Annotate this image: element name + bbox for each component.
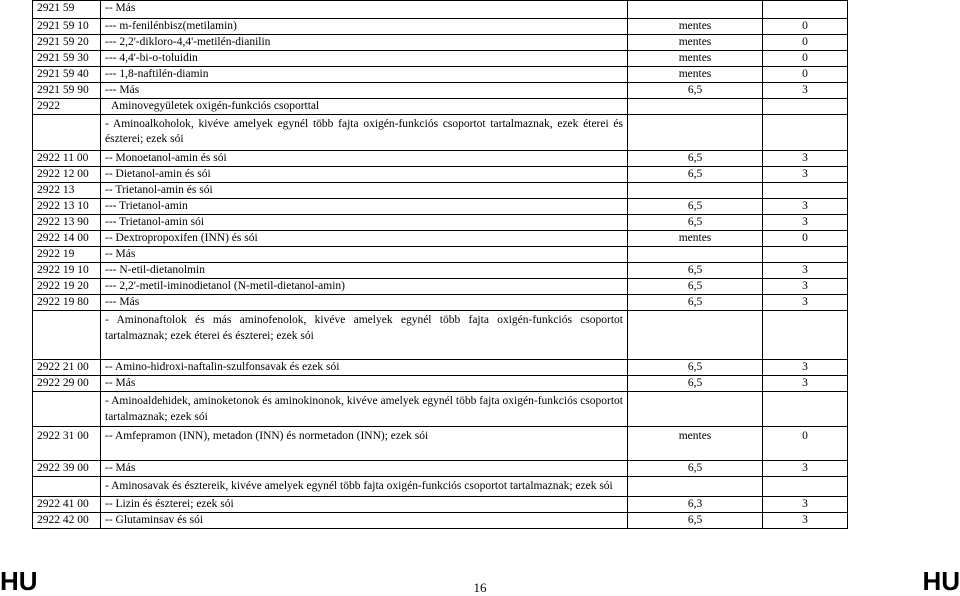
category-cell: 0 [763,19,848,35]
duty-rate-cell: 6,5 [628,279,763,295]
category-cell [763,247,848,263]
code-cell: 2922 19 80 [33,295,101,311]
duty-rate-cell: 6,5 [628,215,763,231]
duty-rate-cell: mentes [628,51,763,67]
duty-rate-cell [628,392,763,427]
page-number: 16 [473,580,487,595]
category-cell: 3 [763,360,848,376]
category-cell: 0 [763,51,848,67]
description-cell: -- Amfepramon (INN), metadon (INN) és normetadon (INN); ezek sói [101,427,628,461]
category-cell [763,477,848,497]
description-cell: -- Más [101,376,628,392]
code-cell [33,311,101,360]
description-cell: --- Más [101,295,628,311]
description-cell: -- Dietanol-amin és sói [101,167,628,183]
description-cell: --- 2,2'-dikloro-4,4'-metilén-dianilin [101,35,628,51]
table-row [33,167,848,183]
description-cell: --- 4,4'-bi-o-toluidin [101,51,628,67]
duty-rate-cell: 6,3 [628,497,763,513]
code-cell: 2922 13 90 [33,215,101,231]
code-cell: 2921 59 30 [33,51,101,67]
description-cell: --- Trietanol-amin sói [101,215,628,231]
code-cell [33,115,101,151]
table-row [33,279,848,295]
table-row-subheading [33,392,848,427]
duty-rate-cell: 6,5 [628,461,763,477]
duty-rate-cell: 6,5 [628,83,763,99]
description-cell: - Aminosavak és észtereik, kivéve amelyek egynél több fajta oxigén-funkciós csoportot tartalmaznak; ezek sói [101,477,628,497]
table-row [33,231,848,247]
code-cell: 2922 21 00 [33,360,101,376]
code-cell: 2922 41 00 [33,497,101,513]
duty-rate-cell [628,247,763,263]
category-cell: 0 [763,35,848,51]
category-cell: 3 [763,151,848,167]
category-cell: 0 [763,67,848,83]
description-cell: --- 2,2'-metil-iminodietanol (N-metil-dietanol-amin) [101,279,628,295]
category-cell: 3 [763,513,848,529]
category-cell: 3 [763,295,848,311]
table-row [33,199,848,215]
duty-rate-cell [628,1,763,19]
category-cell [763,99,848,115]
category-cell: 3 [763,215,848,231]
duty-rate-cell [628,477,763,497]
code-cell: 2922 19 10 [33,263,101,279]
category-cell: 0 [763,427,848,461]
description-cell: --- N-etil-dietanolmin [101,263,628,279]
code-cell: 2921 59 10 [33,19,101,35]
code-cell: 2922 39 00 [33,461,101,477]
description-cell: -- Trietanol-amin és sói [101,183,628,199]
table-row-subheading [33,115,848,151]
description-cell: - Aminonaftolok és más aminofenolok, kivéve amelyek egynél több fajta oxigén-funkciós csoportot tartalmaznak; ezek éterei és észterei; ezek sói [101,311,628,360]
code-cell: 2922 13 10 [33,199,101,215]
table-row [33,19,848,35]
duty-rate-cell: 6,5 [628,360,763,376]
description-cell: -- Más [101,1,628,19]
duty-rate-cell: mentes [628,19,763,35]
category-cell: 3 [763,167,848,183]
description-cell: -- Más [101,461,628,477]
footer-country-code-left: HU [0,566,38,596]
duty-rate-cell: 6,5 [628,199,763,215]
table-row [33,263,848,279]
code-cell [33,477,101,497]
table-row-heading [33,99,848,115]
code-cell [33,392,101,427]
code-cell: 2922 12 00 [33,167,101,183]
category-cell: 0 [763,231,848,247]
code-cell: 2922 19 [33,247,101,263]
description-cell: --- m-fenilénbisz(metilamin) [101,19,628,35]
code-cell: 2922 [33,99,101,115]
table-row [33,1,848,19]
footer-country-code-right: HU [922,566,960,596]
category-cell: 3 [763,461,848,477]
table-row [33,376,848,392]
description-cell: - Aminoaldehidek, aminoketonok és aminokinonok, kivéve amelyek egynél több fajta oxigén-funkciós csoportot tartalmaznak; ezek sói [101,392,628,427]
description-cell: --- 1,8-naftilén-diamin [101,67,628,83]
table-row [33,360,848,376]
code-cell: 2922 14 00 [33,231,101,247]
table-row [33,295,848,311]
duty-rate-cell: 6,5 [628,513,763,529]
category-cell [763,183,848,199]
category-cell: 3 [763,497,848,513]
table-row-subheading [33,477,848,497]
category-cell: 3 [763,263,848,279]
duty-rate-cell: 6,5 [628,263,763,279]
category-cell: 3 [763,199,848,215]
table-row [33,51,848,67]
code-cell: 2922 13 [33,183,101,199]
code-cell: 2921 59 20 [33,35,101,51]
code-cell: 2921 59 40 [33,67,101,83]
category-cell: 3 [763,376,848,392]
duty-rate-cell [628,99,763,115]
code-cell: 2922 42 00 [33,513,101,529]
code-cell: 2922 29 00 [33,376,101,392]
table-row [33,215,848,231]
table-row [33,151,848,167]
category-cell [763,311,848,360]
code-cell: 2921 59 90 [33,83,101,99]
category-cell [763,115,848,151]
code-cell: 2922 31 00 [33,427,101,461]
category-cell [763,392,848,427]
table-row [33,247,848,263]
duty-rate-cell [628,311,763,360]
table-row [33,83,848,99]
description-cell: -- Más [101,247,628,263]
duty-rate-cell: mentes [628,427,763,461]
tariff-table [32,0,848,529]
table-row [33,427,848,461]
duty-rate-cell: mentes [628,35,763,51]
description-cell: Aminovegyületek oxigén-funkciós csoporttal [101,99,628,115]
description-cell: -- Lizin és észterei; ezek sói [101,497,628,513]
description-cell: -- Amino-hidroxi-naftalin-szulfonsavak és ezek sói [101,360,628,376]
category-cell: 3 [763,83,848,99]
description-cell: -- Dextropropoxifen (INN) és sói [101,231,628,247]
table-row [33,35,848,51]
duty-rate-cell: 6,5 [628,151,763,167]
category-cell: 3 [763,279,848,295]
description-cell: --- Trietanol-amin [101,199,628,215]
table-row [33,67,848,83]
description-cell: - Aminoalkoholok, kivéve amelyek egynél több fajta oxigén-funkciós csoportot tartalmaznak, ezek éterei és észterei; ezek sói [101,115,628,151]
table-row [33,183,848,199]
description-cell: --- Más [101,83,628,99]
category-cell [763,1,848,19]
duty-rate-cell: 6,5 [628,295,763,311]
code-cell: 2922 19 20 [33,279,101,295]
duty-rate-cell: 6,5 [628,167,763,183]
code-cell: 2921 59 [33,1,101,19]
table-row [33,497,848,513]
duty-rate-cell: mentes [628,67,763,83]
table-row [33,461,848,477]
table-row-subheading [33,311,848,360]
table-row [33,513,848,529]
description-cell: -- Glutaminsav és sói [101,513,628,529]
duty-rate-cell [628,183,763,199]
description-cell: -- Monoetanol-amin és sói [101,151,628,167]
code-cell: 2922 11 00 [33,151,101,167]
duty-rate-cell [628,115,763,151]
duty-rate-cell: mentes [628,231,763,247]
duty-rate-cell: 6,5 [628,376,763,392]
